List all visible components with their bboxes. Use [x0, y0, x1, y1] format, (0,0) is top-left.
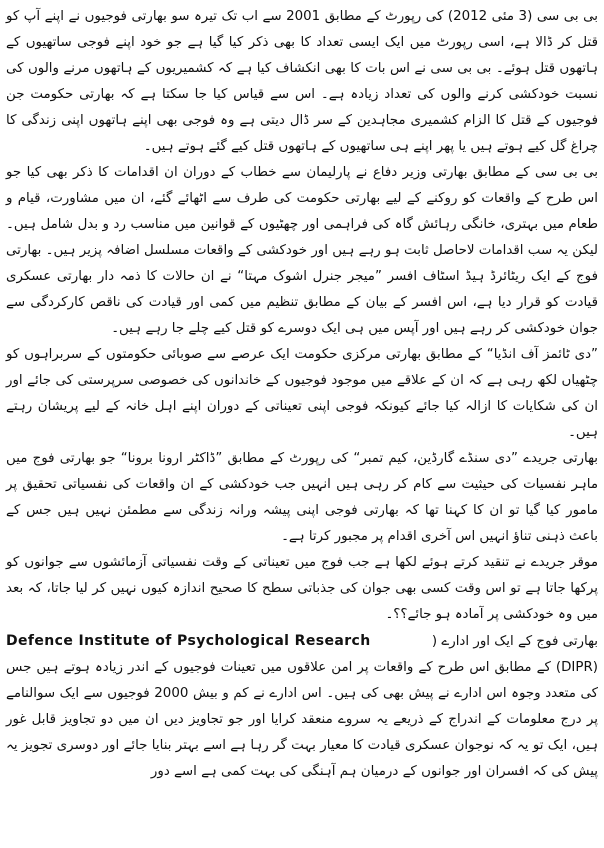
paragraph-2: بی بی سی کے مطابق بھارتی وزیر دفاع نے پارلیمان سے خطاب کے دوران ان اقدامات کا ذکر بھی کیا جو اس طرح کے واقعات کو روکنے کے لیے بھارتی حکومت کی طرف سے اٹھائے گئے، ان میں مشاورت، قیام و طعام میں بہتری، خانگی رہائش گاہ کی فراہمی اور چھٹیوں کے قوانین میں مناسب رد و بدل شامل ہیں۔ لیکن یہ سب اقدامات لاحاصل ثابت ہو رہے ہیں اور خودکشی کے واقعات مسلسل اضافہ پزیر ہیں۔ بھارتی فوج کے ایک ریٹائرڈ ہیڈ اسٹاف افسر ”میجر جنرل اشوک مہتا“ نے ان حالات کا ذمہ دار بھارتی عسکری قیادت کو قرار دیا ہے، اس افسر کے بیان کے مطابق تنظیم میں کمی اور قیادت کی ناقص کارکردگی سے جوان خودکشی کر رہے ہیں اور آپس میں ہی ایک دوسرے کو قتل کیے چلے جا رہے ہیں۔: [6, 165, 598, 336]
paragraph-4: بھارتی جریدے ”دی سنڈے گارڈین، کیم تمبر“ کی رپورٹ کے مطابق ”ڈاکٹر ارونا برونا“ جو بھارتی فوج میں ماہر نفسیات کی حیثیت سے کام کر رہی ہیں انہیں جب خودکشی کے ان واقعات کی نفسیاتی تحقیق پر مامور کیا گیا تو ان کا کہنا تھا کہ بھارتی فوجی اپنی پیشہ ورانہ زندگی سے مطمئن نہیں ہیں جس کے باعث ذہنی تناؤ انہیں اس آخری اقدام پر مجبور کرتا ہے۔: [6, 451, 598, 544]
dipr-urdu-intro: بھارتی فوج کے ایک اور ادارے (: [431, 634, 598, 649]
paragraph-3: ”دی ٹائمز آف انڈیا“ کے مطابق بھارتی مرکزی حکومت ایک عرصے سے صوبائی حکومتوں کے سربراہوں کو چٹھیاں لکھ رہی ہے کہ ان کے علاقے میں موجود فوجیوں کے خاندانوں کی خصوصی سرپرستی کی جائے اور ان کی شکایات کا ازالہ کیا جائے کیونکہ فوجی اپنی تعیناتی کے دوران اپنے اہل خانہ کے لیے پریشان رہتے ہیں۔: [6, 347, 598, 440]
paragraph-6: (DIPR) کے مطابق اس طرح کے واقعات پر امن علاقوں میں تعینات فوجیوں کے اندر زیادہ ہوتے ہیں جس کی متعدد وجوہ اس ادارے نے پیش بھی کی ہیں۔ اس ادارے نے کم و بیش 2000 فوجیوں سے ایک سوالنامے پر درج معلومات کے اندراج کے ذریعے یہ سروے منعقد کرایا اور جو تجاویز دیں ان میں دو تجاویز قابل غور ہیں، ایک تو یہ کہ نوجوان عسکری قیادت کا معیار بہت گر رہا ہے اسے بہتر بنایا جائے اور دوسری تجویز یہ پیش کی کہ افسران اور جوانوں کے درمیان ہم آہنگی کی بہت کمی ہے اسے دور: [6, 660, 598, 779]
dipr-heading-line: [6, 628, 598, 655]
dipr-english-name: Defence Institute of Psychological Research: [6, 633, 371, 649]
paragraph-1: بی بی سی (3 مئی 2012) کی رپورٹ کے مطابق 2001 سے اب تک تیرہ سو بھارتی فوجیوں نے اپنے آپ کو قتل کر ڈالا ہے، اسی رپورٹ میں ایک ایسی تعداد کا بھی ذکر کیا گیا ہے جو خود اپنے فوجی ساتھیوں کے ہاتھوں قتل ہوئے۔ بی بی سی نے اس بات کا بھی انکشاف کیا ہے کہ کشمیریوں کے ہاتھوں مرنے والوں کی نسبت خودکشی کرنے والوں کی تعداد زیادہ ہے۔ اس سے قیاس کیا جا سکتا ہے کہ بھارتی حکومت جن فوجیوں کے قتل کا الزام کشمیری مجاہدین کے سر ڈال دیتی ہے وہ فوجی بھی اپنے ہاتھوں اپنی زندگی کا چراغ گل کیے ہوتے ہیں یا پھر اپنے ہی ساتھیوں کے ہاتھوں قتل کیے گئے ہوتے ہیں۔: [6, 9, 598, 154]
paragraph-5: موقر جریدے نے تنقید کرتے ہوئے لکھا ہے جب فوج میں تعیناتی کے وقت نفسیاتی آزمائشوں سے جوانوں کو پرکھا جاتا ہے تو اس وقت کسی بھی جوان کی جذباتی سطح کا صحیح اندازہ کیوں نہیں کر لیا جاتا، کہ بعد میں وہ خودکشی پر آمادہ ہو جائے؟؟۔: [6, 555, 598, 622]
